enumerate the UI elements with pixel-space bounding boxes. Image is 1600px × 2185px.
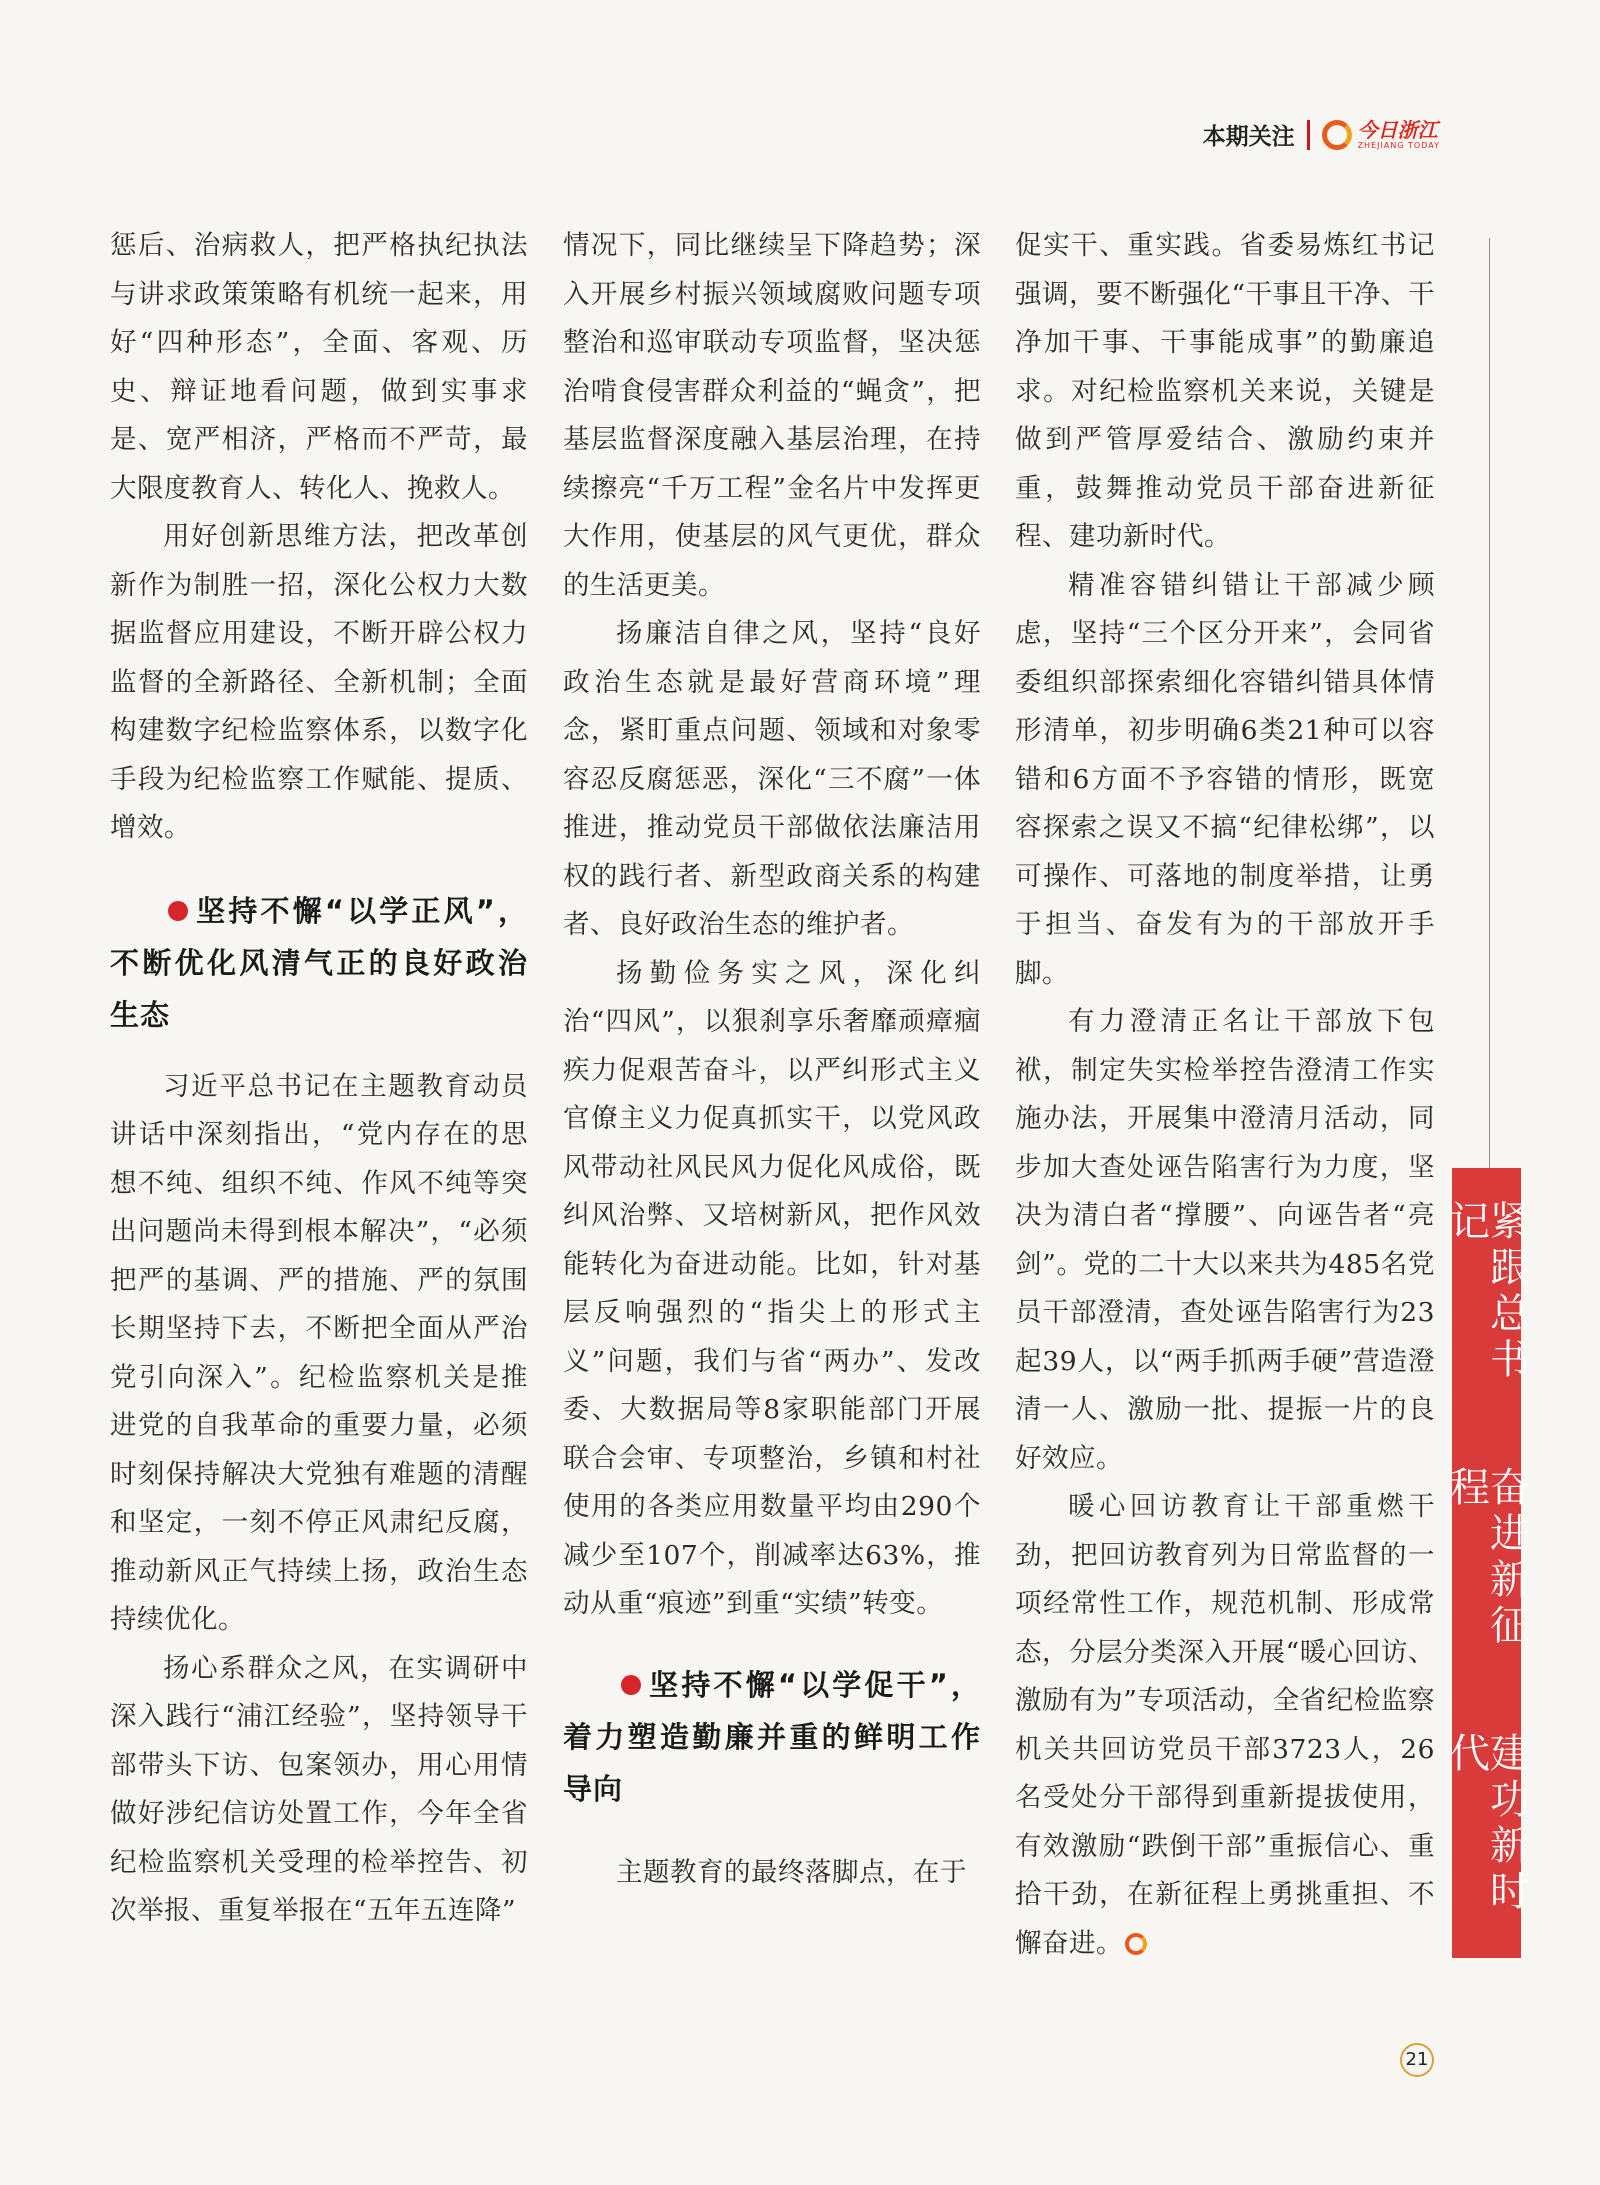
magazine-logo [1322,117,1440,150]
paragraph [1015,1483,1435,1968]
margin-rule [1489,238,1490,1168]
page-header [1203,118,1440,151]
section-heading [563,1659,981,1815]
paragraph: 促实干、重实践。省委易炼红书记强调，要不断强化“干事且干净、干净加干事、干事能成事”的勤廉追求。对纪检监察机关来说，关键是做到严管厚爱结合、激励约束并重，鼓舞推动党员干部奋进新征程、建功新时代。 [1015,230,1435,552]
paragraph: 主题教育的最终落脚点，在于 [616,1856,967,1888]
red-bullet-icon [621,1675,641,1695]
paragraph: 情况下，同比继续呈下降趋势；深入开展乡村振兴领域腐败问题专项整治和巡审联动专项监督，坚决惩治啃食侵害群众利益的“蝇贪”，把基层监督深度融入基层治理，在持续擦亮“千万工程”金名片中发挥更大作用，使基层的风气更优，群众的生活更美。 [563,230,981,601]
side-banner [1443,1168,1530,1958]
section-heading [110,885,528,1041]
paragraph: 习近平总书记在主题教育动员讲话中深刻指出，“党内存在的思想不纯、组织不纯、作风不纯等突出问题尚未得到根本解决”，“必须把严的基调、严的措施、严的氛围长期坚持下去，不断把全面从严治党引向深入”。纪检监察机关是推进党的自我革命的重要力量，必须时刻保持解决大党独有难题的清醒和坚定，一刻不停正风肃纪反腐，推动新风正气持续上扬，政治生态持续优化。 [110,1070,528,1635]
column-1 [110,222,528,1936]
paragraph: 扬廉洁自律之风，坚持“良好政治生态就是最好营商环境”理念，紧盯重点问题、领域和对象零容忍反腐惩恶，深化“三不腐”一体推进，推动党员干部做依法廉洁用权的践行者、新型政商关系的构建者、良好政治生态的维护者。 [563,618,981,940]
banner-text-2: 奋进新征程 [1443,1466,1530,1650]
banner-text-3: 建功新时代 [1443,1732,1530,1916]
logo-swirl-icon [1322,120,1352,150]
paragraph: 用好创新思维方法，把改革创新作为制胜一招，深化公权力大数据监督应用建设，不断开辟公权力监督的全新路径、全新机制；全面构建数字纪检监察体系，以数字化手段为纪检监察工作赋能、提质、增效。 [110,521,528,843]
logo-cn: 今日浙江 [1357,117,1438,142]
section-heading-text: 坚持不懈“以学正风”，不断优化风清气正的良好政治生态 [110,893,528,1032]
paragraph: 有力澄清正名让干部放下包袱，制定失实检举控告澄清工作实施办法，开展集中澄清月活动，同步加大查处诬告陷害行为力度，坚决为清白者“撑腰”、向诬告者“亮剑”。党的二十大以来共为485名党员干部澄清，查处诬告陷害行为23起39人，以“两手抓两手硬”营造澄清一人、激励一批、提振一片的良好效应。 [1015,1006,1435,1474]
section-heading-text: 坚持不懈“以学促干”，着力塑造勤廉并重的鲜明工作导向 [563,1667,981,1806]
paragraph: 精准容错纠错让干部减少顾虑，坚持“三个区分开来”，会同省委组织部探索细化容错纠错具体情形清单，初步明确6类21种可以容错和6方面不予容错的情形，既宽容探索之误又不搞“纪律松绑”，以可操作、可落地的制度举措，让勇于担当、奋发有为的干部放开手脚。 [1015,569,1435,989]
page-number: 21 [1400,2043,1434,2077]
column-3 [1015,222,1435,1968]
header-divider [1307,120,1310,150]
logo-en: ZHEJIANG TODAY [1357,140,1440,150]
section-label: 本期关注 [1202,124,1295,150]
paragraph: 惩后、治病救人，把严格执纪执法与讲求政策策略有机统一起来，用好“四种形态”，全面、客观、历史、辩证地看问题，做到实事求是、宽严相济，严格而不严苛，最大限度教育人、转化人、挽救人。 [110,230,528,504]
end-mark-icon [1125,1933,1147,1955]
paragraph-text: 暖心回访教育让干部重燃干劲，把回访教育列为日常监督的一项经常性工作，规范机制、形成常态，分层分类深入开展“暖心回访、激励有为”专项活动，全省纪检监察机关共回访党员干部3723人，26名受处分干部得到重新提拔使用，有效激励“跌倒干部”重振信心、重拾干劲，在新征程上勇挑重担、不懈奋进。 [1015,1491,1435,1959]
paragraph: 扬心系群众之风，在实调研中深入践行“浦江经验”，坚持领导干部带头下访、包案领办，用心用情做好涉纪信访处置工作，今年全省纪检监察机关受理的检举控告、初次举报、重复举报在“五年五连降” [110,1652,528,1926]
column-2 [563,222,981,1897]
banner-text-1: 紧跟总书记 [1443,1200,1530,1384]
logo-text [1357,117,1440,150]
paragraph: 扬勤俭务实之风，深化纠治“四风”，以狠刹享乐奢靡顽瘴痼疾力促艰苦奋斗，以严纠形式主义官僚主义力促真抓实干，以党风政风带动社风民风力促化风成俗，既纠风治弊、又培树新风，把作风效能转化为奋进动能。比如，针对基层反响强烈的“指尖上的形式主义”问题，我们与省“两办”、发改委、大数据局等8家职能部门开展联合会审、专项整治，乡镇和村社使用的各类应用数量平均由290个减少至107个，削减率达63%，推动从重“痕迹”到重“实绩”转变。 [563,957,981,1619]
red-bullet-icon [168,901,188,921]
